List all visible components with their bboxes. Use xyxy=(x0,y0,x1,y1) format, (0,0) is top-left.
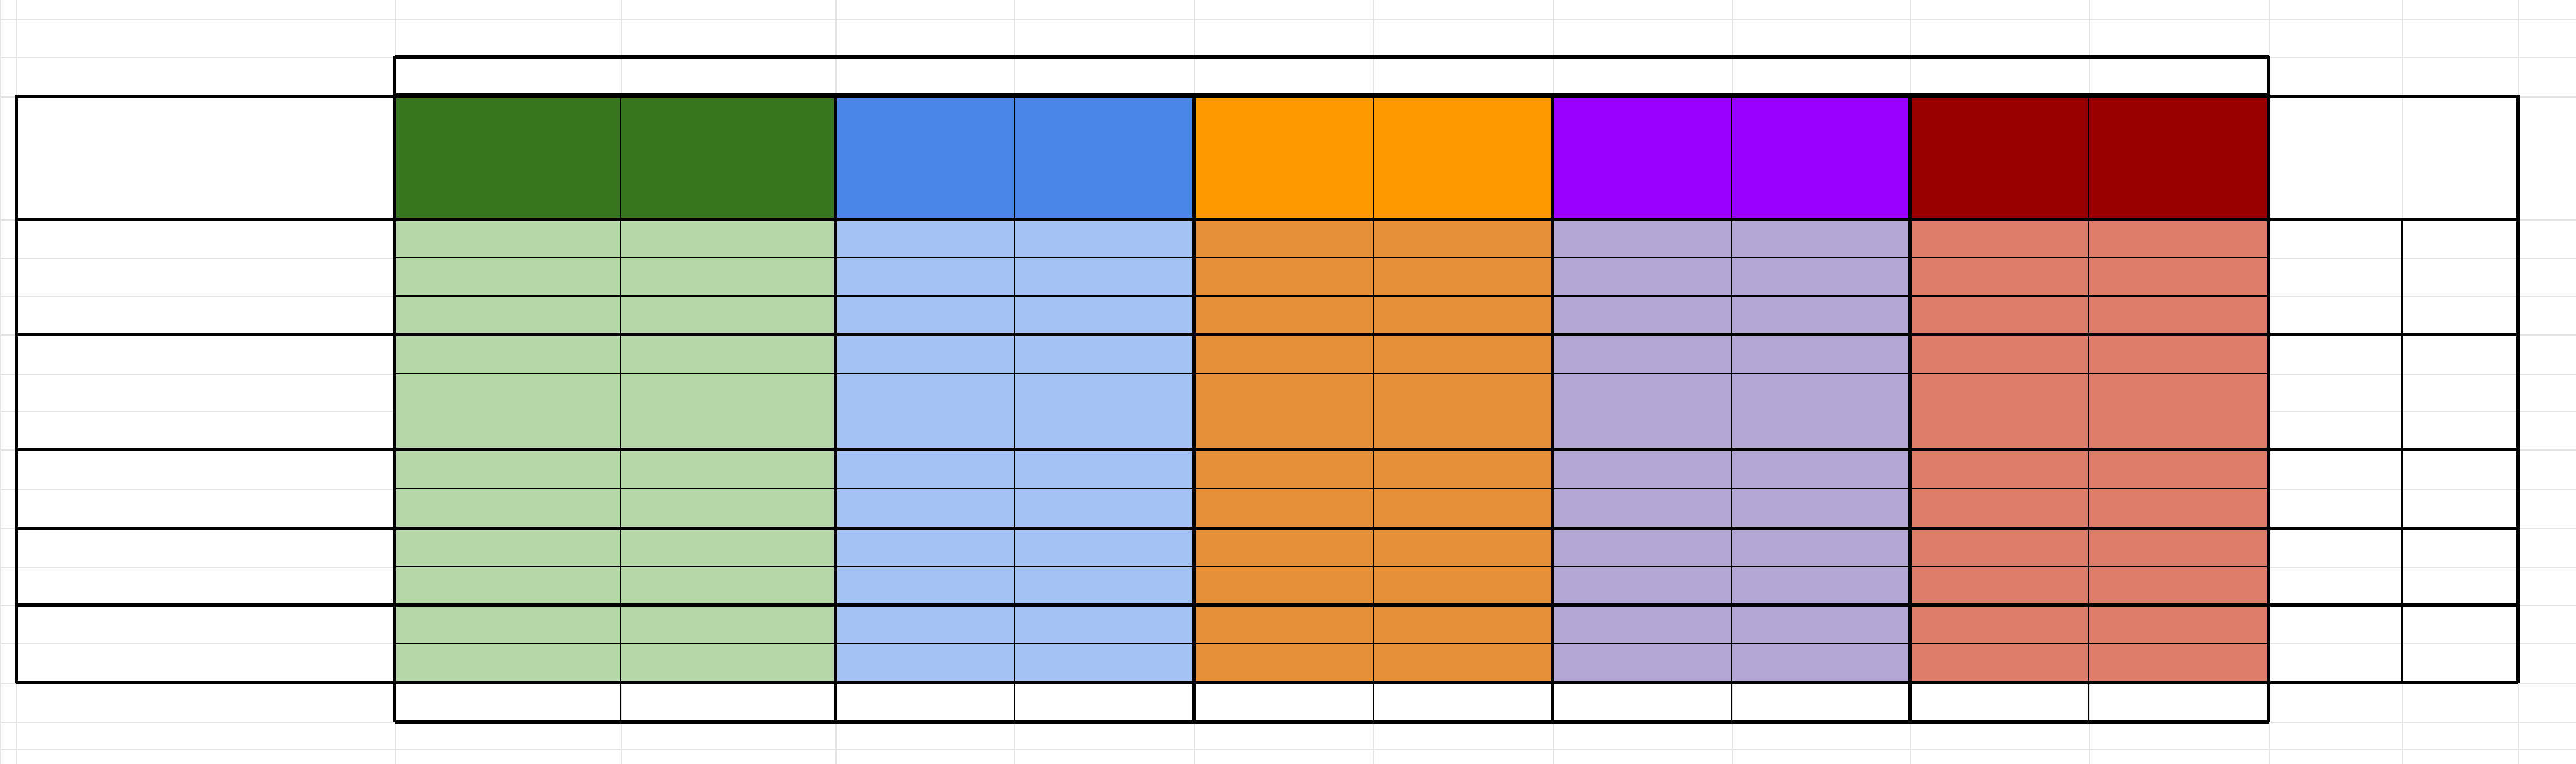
border xyxy=(393,56,396,96)
border xyxy=(2516,95,2520,683)
header-fill-B_header xyxy=(835,96,1014,219)
gridline xyxy=(0,0,1,764)
border xyxy=(1551,95,1554,722)
border xyxy=(15,95,18,683)
header-fill-C_header xyxy=(1373,96,1553,219)
border xyxy=(395,55,2269,59)
border xyxy=(1731,219,1732,722)
header-fill-A_header xyxy=(621,96,835,219)
border xyxy=(620,96,621,219)
body-fill-B_body xyxy=(1014,219,1194,683)
gridline xyxy=(0,749,2576,750)
border xyxy=(395,566,2269,567)
header-fill-D_header xyxy=(1553,96,1732,219)
body-fill-D_body xyxy=(1553,219,1732,683)
border xyxy=(1908,95,1912,722)
header-fill-D_header xyxy=(1732,96,1910,219)
border xyxy=(2267,95,2270,722)
border xyxy=(395,720,2269,724)
border xyxy=(2088,96,2089,219)
body-fill-B_body xyxy=(835,219,1014,683)
border xyxy=(620,219,621,722)
header-fill-B_header xyxy=(1014,96,1194,219)
border xyxy=(1373,96,1374,219)
header-fill-E_header xyxy=(2089,96,2269,219)
gridline xyxy=(0,19,2576,20)
border xyxy=(16,603,2518,607)
border xyxy=(395,295,2269,297)
border xyxy=(16,527,2518,530)
header-fill-E_header xyxy=(1910,96,2089,219)
border xyxy=(16,218,2518,221)
border xyxy=(2267,56,2270,96)
border xyxy=(1373,219,1374,722)
header-fill-A_header xyxy=(395,96,621,219)
border xyxy=(395,488,2269,489)
border xyxy=(16,448,2518,451)
body-fill-E_body xyxy=(1910,219,2089,683)
border xyxy=(1731,96,1732,219)
body-fill-D_body xyxy=(1732,219,1910,683)
body-fill-A_body xyxy=(395,219,621,683)
header-fill-C_header xyxy=(1194,96,1373,219)
border xyxy=(2401,219,2403,683)
border xyxy=(16,681,2518,684)
border xyxy=(395,373,2269,374)
border xyxy=(16,95,2518,98)
body-fill-A_body xyxy=(621,219,835,683)
border xyxy=(1014,219,1015,722)
body-fill-C_body xyxy=(1373,219,1553,683)
border xyxy=(393,95,396,722)
border xyxy=(395,643,2269,644)
border xyxy=(834,95,837,722)
border xyxy=(2088,219,2089,722)
body-fill-C_body xyxy=(1194,219,1373,683)
border xyxy=(1014,96,1015,219)
border xyxy=(16,333,2518,336)
border xyxy=(395,257,2269,258)
border xyxy=(1192,95,1196,722)
body-fill-E_body xyxy=(2089,219,2269,683)
